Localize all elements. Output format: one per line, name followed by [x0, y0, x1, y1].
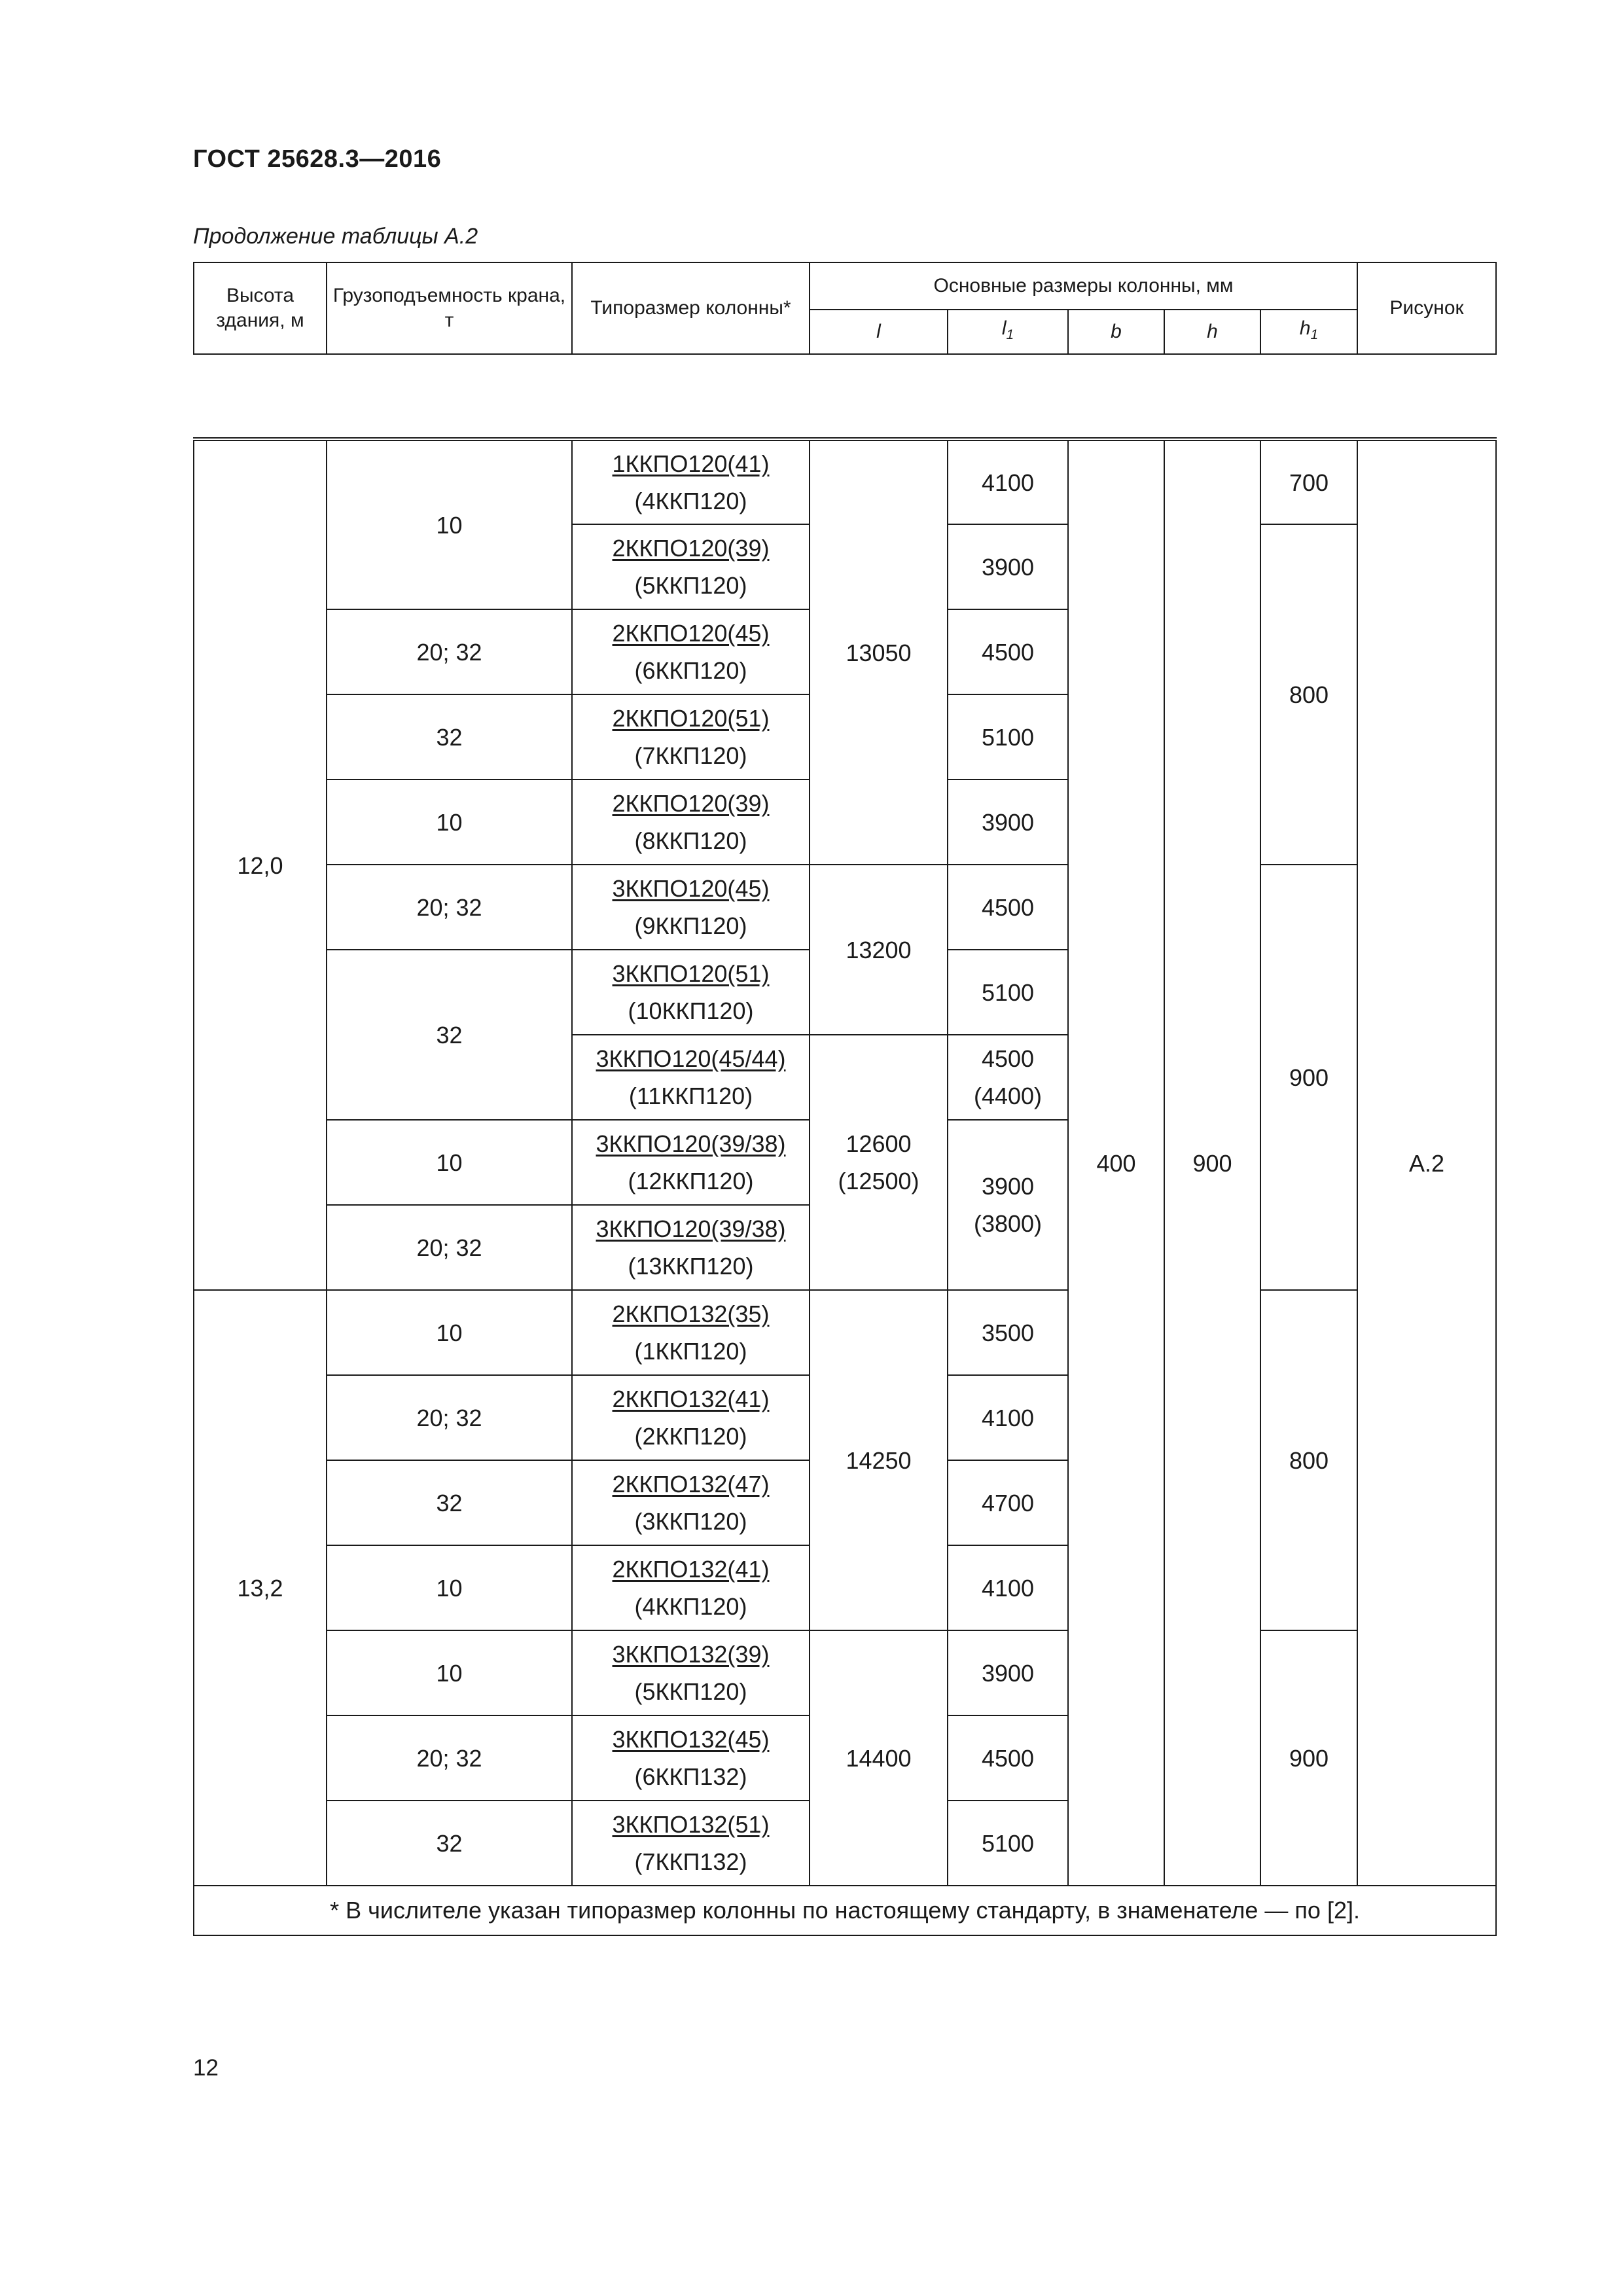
header-capacity: Грузоподъемность крана, т [327, 262, 572, 354]
cell-capacity: 32 [327, 950, 572, 1120]
cell-capacity: 10 [327, 1290, 572, 1375]
cell-capacity: 20; 32 [327, 609, 572, 694]
cell-type: 2ККПО132(41) (4ККП120) [572, 1545, 810, 1630]
cell-l1: 4500 [948, 609, 1068, 694]
cell-type: 2ККПО120(45) (6ККП120) [572, 609, 810, 694]
cell-capacity: 10 [327, 439, 572, 609]
header-l1: $l_1$ [948, 310, 1068, 354]
header-h1: $h_1$ [1260, 310, 1357, 354]
table-footnote: * В числителе указан типоразмер колонны по настоящему стандарту, в знаменателе — по [2]. [194, 1886, 1496, 1935]
cell-l: 14250 [810, 1290, 948, 1630]
table-caption: Продолжение таблицы А.2 [193, 224, 478, 249]
cell-l1: 5100 [948, 694, 1068, 780]
cell-type: 3ККПО132(39) (5ККП120) [572, 1630, 810, 1715]
cell-l: 13200 [810, 865, 948, 1035]
cell-capacity: 32 [327, 1801, 572, 1886]
cell-capacity: 32 [327, 1460, 572, 1545]
cell-type: 2ККПО120(39) (5ККП120) [572, 524, 810, 609]
page-number: 12 [193, 2055, 219, 2081]
cell-capacity: 20; 32 [327, 1375, 572, 1460]
cell-type: 3ККПО120(39/38) (13ККП120) [572, 1205, 810, 1290]
cell-type: 1ККПО120(41) (4ККП120) [572, 439, 810, 524]
cell-h1: 900 [1260, 1630, 1357, 1886]
cell-l: 12600 (12500) [810, 1035, 948, 1290]
cell-type: 2ККПО132(47) (3ККП120) [572, 1460, 810, 1545]
header-figure: Рисунок [1357, 262, 1496, 354]
cell-type: 3ККПО120(45) (9ККП120) [572, 865, 810, 950]
cell-l1: 3900 [948, 780, 1068, 865]
cell-l1: 4500 (4400) [948, 1035, 1068, 1120]
cell-l1: 4100 [948, 439, 1068, 524]
cell-l1: 4500 [948, 865, 1068, 950]
cell-capacity: 20; 32 [327, 865, 572, 950]
cell-b: 400 [1068, 439, 1164, 1886]
cell-type: 3ККПО120(51) (10ККП120) [572, 950, 810, 1035]
cell-l1: 3500 [948, 1290, 1068, 1375]
cell-l1: 3900 [948, 524, 1068, 609]
cell-capacity: 10 [327, 780, 572, 865]
cell-l1: 4500 [948, 1715, 1068, 1801]
cell-h: 900 [1164, 439, 1260, 1886]
cell-l: 13050 [810, 439, 948, 865]
cell-capacity: 10 [327, 1630, 572, 1715]
cell-l1: 4100 [948, 1375, 1068, 1460]
cell-l1: 3900 (3800) [948, 1120, 1068, 1290]
columns-table [193, 262, 1497, 1936]
header-dimensions: Основные размеры колонны, мм [810, 262, 1357, 310]
cell-l1: 4100 [948, 1545, 1068, 1630]
header-b: b [1068, 310, 1164, 354]
cell-capacity: 20; 32 [327, 1205, 572, 1290]
header-l: l [810, 310, 948, 354]
cell-type: 2ККПО120(51) (7ККП120) [572, 694, 810, 780]
cell-h1: 700 [1260, 439, 1357, 524]
document-header: ГОСТ 25628.3—2016 [193, 145, 442, 173]
header-h: h [1164, 310, 1260, 354]
cell-type: 3ККПО120(39/38) (12ККП120) [572, 1120, 810, 1205]
cell-l1: 3900 [948, 1630, 1068, 1715]
cell-figure: А.2 [1357, 439, 1496, 1886]
cell-capacity: 20; 32 [327, 1715, 572, 1801]
cell-h1: 900 [1260, 865, 1357, 1290]
cell-type: 2ККПО132(35) (1ККП120) [572, 1290, 810, 1375]
cell-h1: 800 [1260, 524, 1357, 865]
cell-h1: 800 [1260, 1290, 1357, 1630]
cell-height-12: 12,0 [194, 439, 327, 1290]
cell-type: 2ККПО120(39) (8ККП120) [572, 780, 810, 865]
cell-type: 3ККПО132(51) (7ККП132) [572, 1801, 810, 1886]
cell-capacity: 10 [327, 1120, 572, 1205]
cell-capacity: 10 [327, 1545, 572, 1630]
cell-height-13: 13,2 [194, 1290, 327, 1886]
cell-type: 3ККПО132(45) (6ККП132) [572, 1715, 810, 1801]
cell-l: 14400 [810, 1630, 948, 1886]
header-height: Высота здания, м [194, 262, 327, 354]
cell-capacity: 32 [327, 694, 572, 780]
cell-type: 3ККПО120(45/44) (11ККП120) [572, 1035, 810, 1120]
cell-l1: 5100 [948, 1801, 1068, 1886]
cell-l1: 5100 [948, 950, 1068, 1035]
cell-l1: 4700 [948, 1460, 1068, 1545]
cell-type: 2ККПО132(41) (2ККП120) [572, 1375, 810, 1460]
header-type: Типоразмер колонны* [572, 262, 810, 354]
